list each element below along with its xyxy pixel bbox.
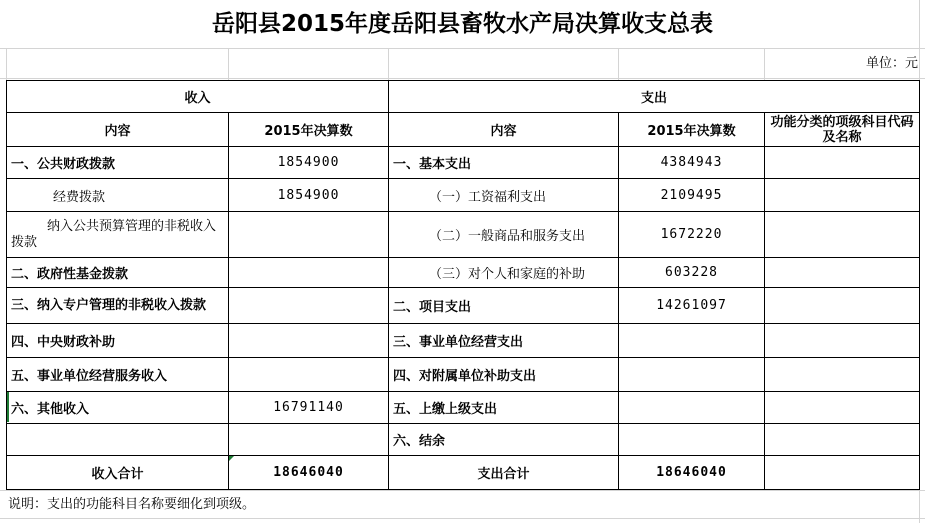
expense-header: 支出 [389, 81, 920, 113]
expense-amount: 4384943 [619, 147, 765, 179]
cell-indicator-icon [229, 456, 234, 461]
func-code-cell [765, 288, 920, 324]
func-code-cell [765, 358, 920, 392]
expense-item: 四、对附属单位补助支出 [389, 358, 619, 392]
income-total-amount: 18646040 [229, 456, 389, 490]
income-amount: 1854900 [229, 147, 389, 179]
table-row [7, 392, 920, 424]
income-item: 二、政府性基金拨款 [7, 258, 229, 288]
cell-indicator-icon [7, 392, 9, 422]
func-code-header: 功能分类的项级科目代码及名称 [765, 113, 920, 147]
income-item: 纳入公共预算管理的非税收入拨款 [7, 212, 229, 258]
expense-item: （三）对个人和家庭的补助 [389, 258, 619, 288]
expense-amount-header: 2015年决算数 [619, 113, 765, 147]
table-row [7, 288, 920, 324]
expense-amount [619, 424, 765, 456]
expense-amount: 2109495 [619, 179, 765, 212]
table-row [7, 424, 920, 456]
section-header-row [7, 81, 920, 113]
income-item: 经费拨款 [7, 179, 229, 212]
expense-amount: 1672220 [619, 212, 765, 258]
func-code-cell [765, 392, 920, 424]
expense-item: 一、基本支出 [389, 147, 619, 179]
income-item: 四、中央财政补助 [7, 324, 229, 358]
expense-item: （二）一般商品和服务支出 [389, 212, 619, 258]
func-code-cell [765, 212, 920, 258]
income-amount [229, 212, 389, 258]
income-total-label: 收入合计 [7, 456, 229, 490]
table-row [7, 212, 920, 258]
income-amount: 16791140 [229, 392, 389, 424]
expense-item: （一）工资福利支出 [389, 179, 619, 212]
income-amount [229, 324, 389, 358]
expense-amount [619, 324, 765, 358]
income-amount [229, 358, 389, 392]
income-amount [229, 258, 389, 288]
gridline [0, 518, 925, 519]
table-row [7, 147, 920, 179]
expense-item: 二、项目支出 [389, 288, 619, 324]
func-code-cell [765, 456, 920, 490]
expense-amount: 14261097 [619, 288, 765, 324]
expense-item: 三、事业单位经营支出 [389, 324, 619, 358]
gridline [618, 48, 619, 80]
func-code-cell [765, 147, 920, 179]
func-code-cell [765, 324, 920, 358]
income-item: 五、事业单位经营服务收入 [7, 358, 229, 392]
expense-total-label: 支出合计 [389, 456, 619, 490]
func-code-cell [765, 179, 920, 212]
gridline [0, 490, 925, 491]
func-code-cell [765, 424, 920, 456]
income-item: 六、其他收入 [7, 392, 229, 424]
expense-item: 五、上缴上级支出 [389, 392, 619, 424]
column-header-row [7, 113, 920, 147]
table-row [7, 179, 920, 212]
income-content-header: 内容 [7, 113, 229, 147]
expense-amount [619, 392, 765, 424]
expense-total-amount: 18646040 [619, 456, 765, 490]
footnote: 说明：支出的功能科目名称要细化到项级。 [8, 497, 256, 512]
func-code-cell [765, 258, 920, 288]
income-item: 三、纳入专户管理的非税收入拨款 [7, 288, 229, 324]
expense-amount: 603228 [619, 258, 765, 288]
income-amount-header: 2015年决算数 [229, 113, 389, 147]
page-title: 岳阳县2015年度岳阳县畜牧水产局决算收支总表 [211, 11, 713, 37]
expense-item: 六、结余 [389, 424, 619, 456]
income-item: 一、公共财政拨款 [7, 147, 229, 179]
table-row [7, 358, 920, 392]
income-amount [229, 424, 389, 456]
income-item [7, 424, 229, 456]
expense-amount [619, 358, 765, 392]
income-header: 收入 [7, 81, 389, 113]
gridline [388, 48, 389, 80]
gridline [0, 78, 925, 79]
unit-label: 单位：元 [865, 56, 918, 71]
gridline [6, 48, 7, 80]
gridline [228, 48, 229, 80]
table-row [7, 324, 920, 358]
expense-content-header: 内容 [389, 113, 619, 147]
budget-summary-table [6, 80, 920, 490]
income-amount [229, 288, 389, 324]
totals-row [7, 456, 920, 490]
income-amount: 1854900 [229, 179, 389, 212]
table-row [7, 258, 920, 288]
